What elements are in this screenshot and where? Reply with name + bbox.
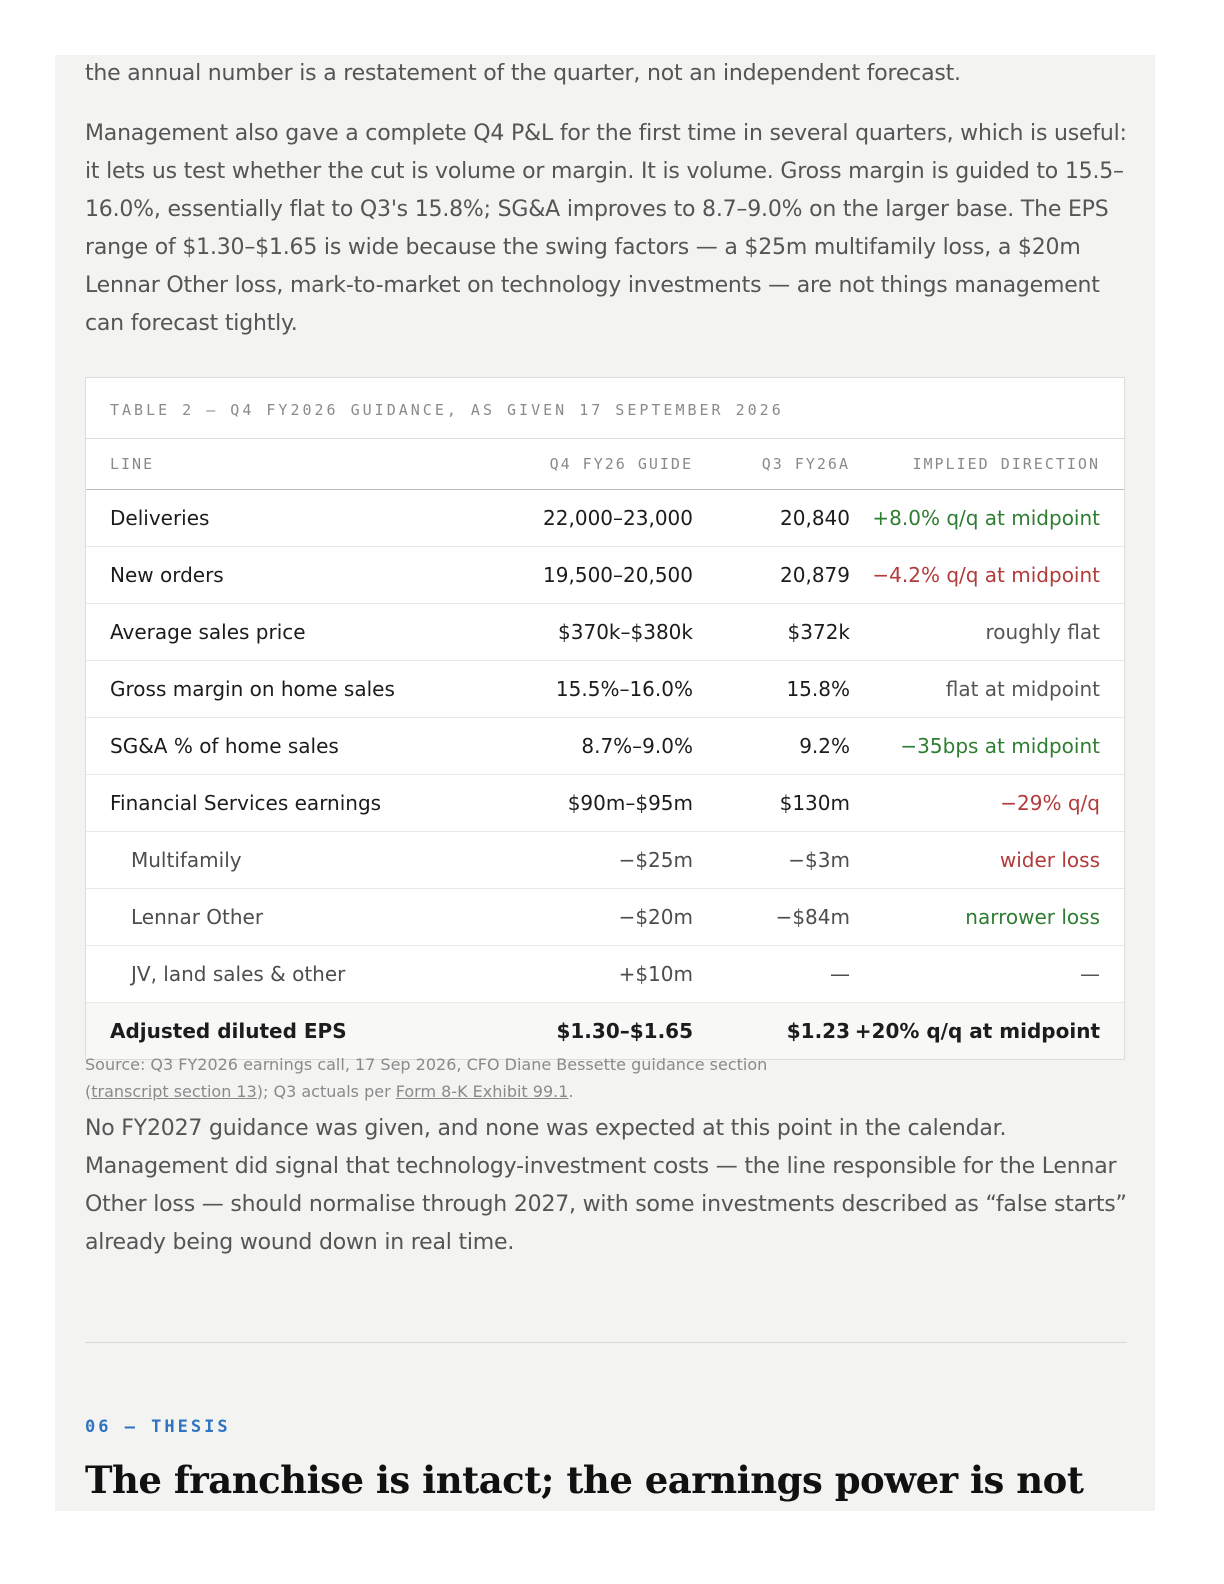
row-guide: −$20m (462, 889, 694, 946)
header-q4-guide: Q4 FY26 GUIDE (462, 439, 694, 490)
table-row (86, 547, 1124, 604)
row-actual: 20,879 (694, 547, 851, 604)
row-actual: $130m (694, 775, 851, 832)
row-direction: wider loss (851, 832, 1124, 889)
article-panel (55, 55, 1155, 1511)
row-label: Average sales price (86, 604, 462, 661)
table-header-row (86, 439, 1124, 490)
header-q3-actual: Q3 FY26A (694, 439, 851, 490)
row-label: JV, land sales & other (86, 946, 462, 1003)
row-label: Gross margin on home sales (86, 661, 462, 718)
transcript-link[interactable]: transcript section 13 (91, 1082, 257, 1101)
row-guide: +$10m (462, 946, 694, 1003)
table-row (86, 889, 1124, 946)
row-label: Multifamily (86, 832, 462, 889)
row-guide: 19,500–20,500 (462, 547, 694, 604)
table-row (86, 775, 1124, 832)
row-guide: $90m–$95m (462, 775, 694, 832)
source-suffix: . (568, 1082, 574, 1101)
table-caption: TABLE 2 — Q4 FY2026 GUIDANCE, AS GIVEN 17 SEPTEMBER 2026 (86, 378, 1124, 439)
table-row (86, 718, 1124, 775)
row-label: Lennar Other (86, 889, 462, 946)
row-direction: flat at midpoint (851, 661, 1124, 718)
row-actual: $372k (694, 604, 851, 661)
table-row (86, 946, 1124, 1003)
form-8k-link[interactable]: Form 8-K Exhibit 99.1 (395, 1082, 569, 1101)
row-direction: +20% q/q at midpoint (851, 1003, 1124, 1060)
row-direction: −4.2% q/q at midpoint (851, 547, 1124, 604)
row-guide: −$25m (462, 832, 694, 889)
section-kicker: 06 — THESIS (85, 1417, 231, 1437)
table-source-note (85, 1051, 845, 1105)
header-line: LINE (86, 439, 462, 490)
section-heading: The franchise is intact; the earnings power is not (85, 1458, 1084, 1502)
table-row (86, 661, 1124, 718)
row-actual: 9.2% (694, 718, 851, 775)
row-guide: $370k–$380k (462, 604, 694, 661)
row-actual: 20,840 (694, 490, 851, 547)
row-guide: 15.5%–16.0% (462, 661, 694, 718)
row-label: New orders (86, 547, 462, 604)
row-direction: roughly flat (851, 604, 1124, 661)
row-direction: +8.0% q/q at midpoint (851, 490, 1124, 547)
row-guide: $1.30–$1.65 (462, 1003, 694, 1060)
guidance-table (86, 439, 1124, 1059)
table-row (86, 604, 1124, 661)
row-direction: −35bps at midpoint (851, 718, 1124, 775)
row-guide: 8.7%–9.0% (462, 718, 694, 775)
row-label: Financial Services earnings (86, 775, 462, 832)
guidance-table-card (85, 377, 1125, 1060)
row-actual: — (694, 946, 851, 1003)
source-middle: ); Q3 actuals per (256, 1082, 396, 1101)
row-label: Deliveries (86, 490, 462, 547)
row-actual: −$3m (694, 832, 851, 889)
row-label: Adjusted diluted EPS (86, 1003, 462, 1060)
header-implied-direction: IMPLIED DIRECTION (851, 439, 1124, 490)
row-direction: — (851, 946, 1124, 1003)
paragraph-fy2027: No FY2027 guidance was given, and none was expected at this point in the calendar. Management did signal that technology-investment costs — the line responsible for the Lennar Other loss — should normalise through 2027, with some investments described as “false starts” already being wound down in real time. (85, 1116, 1127, 1255)
paragraph-intro: the annual number is a restatement of the quarter, not an independent forecast. (85, 61, 961, 86)
row-guide: 22,000–23,000 (462, 490, 694, 547)
row-direction: −29% q/q (851, 775, 1124, 832)
row-actual: −$84m (694, 889, 851, 946)
section-divider (85, 1342, 1127, 1343)
table-row (86, 832, 1124, 889)
row-actual: $1.23 (694, 1003, 851, 1060)
table-row (86, 490, 1124, 547)
row-label: SG&A % of home sales (86, 718, 462, 775)
source-prefix: Source: Q3 FY2026 earnings call, 17 Sep 2026, CFO Diane Bessette guidance section ( (85, 1055, 768, 1101)
row-direction: narrower loss (851, 889, 1124, 946)
paragraph-guidance: Management also gave a complete Q4 P&L for the first time in several quarters, which is useful: it lets us test whether the cut is volume or margin. It is volume. Gross margin is guided to 15.5–16.0%, essentially flat to Q3's 15.8%; SG&A improves to 8.7–9.0% on the larger base. The EPS range of $1.30–$1.65 is wide because the swing factors — a $25m multifamily loss, a $20m Lennar Other loss, mark-to-market on technology investments — are not things management can forecast tightly. (85, 121, 1127, 336)
row-actual: 15.8% (694, 661, 851, 718)
